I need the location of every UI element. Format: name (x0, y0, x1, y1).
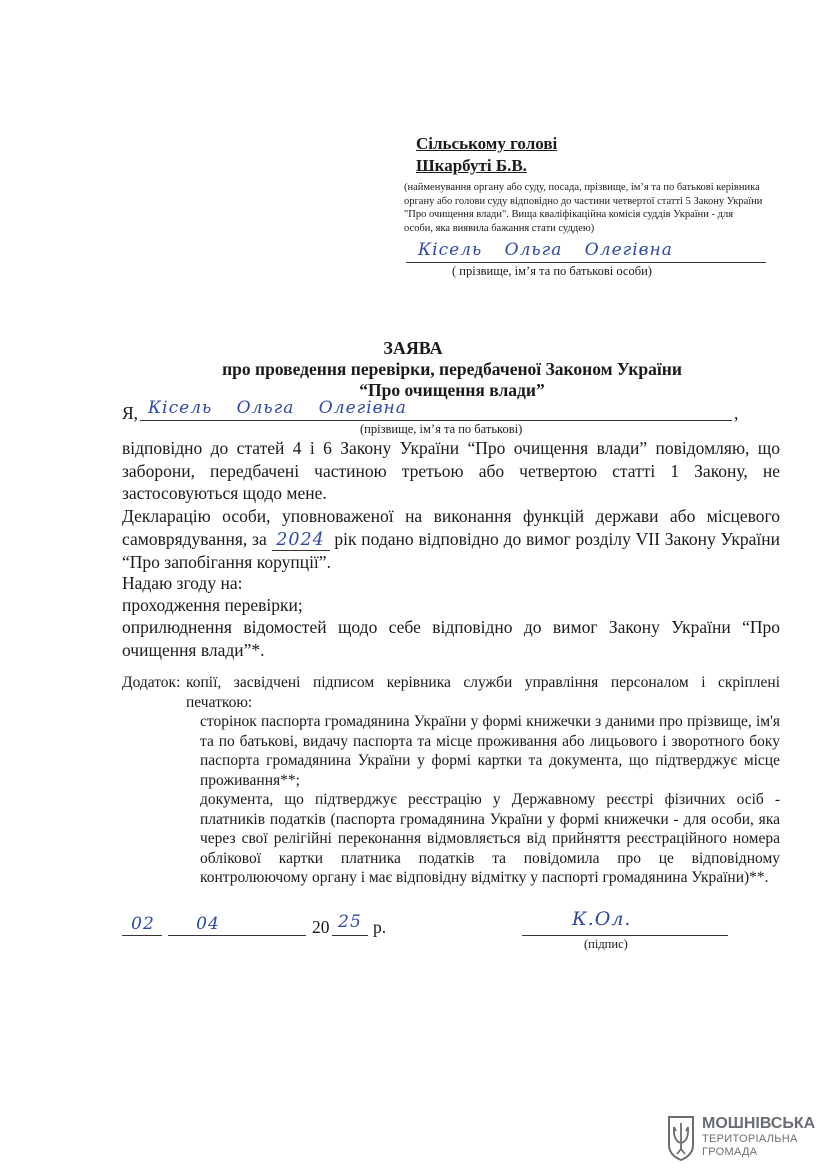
signature-handwritten: К.Ол. (572, 908, 632, 930)
date-suffix: р. (373, 917, 387, 937)
applicant-caption: ( прізвище, ім’я та по батькові особи) (452, 264, 652, 278)
title-line-2: про проведення перевірки, передбаченої Законом України (222, 359, 682, 379)
date-year-line (332, 935, 368, 936)
date-year-handwritten: 25 (338, 912, 362, 932)
paragraph-tax-declaration (122, 505, 780, 573)
declarant-name-handwritten: Кісель Ольга Олегівна (148, 398, 407, 418)
date-day-handwritten: 02 (131, 914, 155, 934)
addressee-line-2: Шкарбуті Б.В. (416, 156, 527, 175)
applicant-name-handwritten: Кісель Ольга Олегівна (418, 240, 673, 260)
appendix-label: Додаток: (122, 674, 181, 691)
tax-declaration-text-before: Декларацію особи, уповноваженої на виконання функцій держави або місцевого самоврядування, за (122, 506, 780, 549)
date-month-line (168, 935, 306, 936)
signature-line (522, 935, 728, 936)
appendix-intro: копії, засвідчені підписом керівника служби управління персоналом і скріплені печаткою: (186, 674, 780, 711)
title-line-3: “Про очищення влади” (359, 380, 545, 400)
declarant-prefix: Я, (122, 403, 139, 423)
date-year-prefix: 20 (312, 917, 330, 937)
watermark-line-1: МОШНІВСЬКА (702, 1115, 816, 1132)
consent-item-verification: проходження перевірки; (122, 595, 303, 615)
watermark-line-2: ТЕРИТОРІАЛЬНА (702, 1133, 798, 1145)
date-day-line (122, 935, 162, 936)
appendix-item-tax-registration: документа, що підтверджує реєстрацію у Державному реєстрі фізичних осіб - платників податків (паспорта громадянина України у формі книжечки - для особи, яка через свої релігійні переконання відмовляється від прийняття реєстраційного номера облікової картки платника податків та повідомила про це відповідному контролюючому органу і має відповідну відмітку у паспорті громадянина України)**. (200, 791, 780, 886)
declarant-caption: (прізвище, ім’я та по батькові) (360, 422, 523, 436)
consent-item-publication: оприлюднення відомостей щодо себе відповідно до вимог Закону України “Про очищення влади”*. (122, 617, 780, 660)
appendix-item-passport: сторінок паспорта громадянина України у формі книжечки з даними про прізвище, ім'я та по батькові, видачу паспорта та місце проживання або лицьового і зворотного боку паспорта громадянина України у формі картки та документа, що підтверджує місце проживання**; (200, 713, 780, 789)
date-month-handwritten: 04 (196, 914, 220, 934)
watermark (666, 1115, 816, 1163)
paragraph-declaration: відповідно до статей 4 і 6 Закону України “Про очищення влади” повідомляю, що заборони, передбачені частиною третьою або четвертою статті 1 Закону, не застосовуються щодо мене. (122, 438, 780, 503)
declarant-name-line (140, 420, 732, 421)
consent-heading: Надаю згоду на: (122, 573, 243, 593)
addressee-note: (найменування органу або суду, посада, прізвище, ім’я та по батькові керівника органу або голови суду відповідно до частини четвертої статті 5 Закону України "Про очищення влади". Вища кваліфікаційна комісія суддів України - для особи, яка виявила бажання стати суддею) (404, 182, 763, 234)
tax-declaration-text-after: рік подано відповідно до вимог розділу VII Закону України “Про запобігання корупції”. (122, 528, 781, 572)
document-title: ЗАЯВА (383, 338, 443, 358)
addressee-line-1: Сільському голові (416, 134, 558, 153)
signature-caption: (підпис) (584, 937, 628, 951)
declarant-suffix: , (734, 403, 739, 423)
watermark-line-3: ГРОМАДА (702, 1146, 758, 1158)
trident-emblem-icon (666, 1115, 696, 1161)
tax-year-handwritten: 2024 (272, 531, 330, 551)
applicant-name-line (406, 262, 766, 263)
